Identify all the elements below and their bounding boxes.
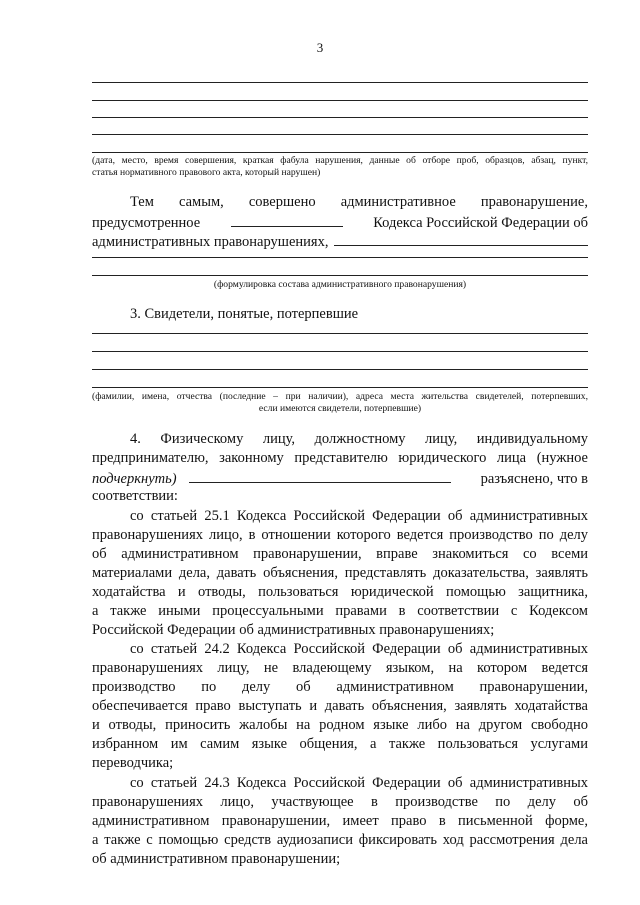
blank-line <box>92 134 588 135</box>
article-part-blank <box>334 231 588 246</box>
p242-line: правонарушениях лицу, не владеющему языком, на котором ведется <box>92 660 588 676</box>
thus-line2-end: Кодекса Российской Федерации об <box>373 215 588 231</box>
thus-line1 <box>130 193 588 212</box>
p242-line: и отводы, приносить жалобы на родном языке либо на другом свободно <box>92 717 588 733</box>
blank-line <box>92 117 588 118</box>
blank-line <box>92 152 588 153</box>
p251-line: со статьей 25.1 Кодекса Российской Федерации об административных <box>130 508 588 524</box>
page-number: 3 <box>316 40 324 55</box>
thus-word: Тем <box>130 194 154 210</box>
p242-line: со статьей 24.2 Кодекса Российской Федерации об административных <box>130 641 588 657</box>
thus-word: административное <box>340 194 456 210</box>
section3-title: 3. Свидетели, понятые, потерпевшие <box>130 306 359 322</box>
section4-line3-end: разъяснено, что в <box>480 471 588 487</box>
thus-line2 <box>92 212 588 233</box>
p243-line: административном правонарушении, имеет право в письменной форме, <box>92 813 588 829</box>
p243-line: со статьей 24.3 Кодекса Российской Федерации об административных <box>130 775 588 791</box>
thus-line2-start: предусмотренное <box>92 215 201 231</box>
thus-word: совершено <box>248 194 316 210</box>
section4-line3 <box>92 468 588 489</box>
p242-line: обеспечивается право выступать и давать объяснения, заявлять ходатайства <box>92 698 588 714</box>
thus-word: правонарушение, <box>480 194 588 210</box>
section4-line4: соответствии: <box>92 488 178 504</box>
p243-line: а также с помощью средств аудиозаписи фиксировать ход рассмотрения дела <box>92 832 588 848</box>
blank-line <box>92 351 588 352</box>
p251-line: а также иными процессуальными правами в соответствии с Кодексом <box>92 603 588 619</box>
composition-caption: (формулировка состава административного правонарушения) <box>213 279 467 290</box>
section4-line2: предпринимателю, законному представителю юридического лица (нужное <box>92 450 588 466</box>
p242-line: избранном им самим языке общения, а также пользоваться услугами <box>92 736 588 752</box>
witness-caption-line1: (фамилии, имена, отчества (последние – при наличии), адреса места жительства свидетелей, потерпевших, <box>92 391 588 402</box>
p243-line: об административном правонарушении; <box>92 851 341 867</box>
blank-line <box>92 333 588 334</box>
p251-line: Российской Федерации об административных правонарушениях; <box>92 622 495 638</box>
blank-line <box>92 369 588 370</box>
thus-word: самым, <box>179 194 224 210</box>
violation-caption-line1: (дата, место, время совершения, краткая фабула нарушения, данные об отборе проб, образцов, абзац, пункт, <box>92 155 588 166</box>
p251-line: ходатайства и отводы, пользоваться юридической помощью защитника, <box>92 584 588 600</box>
article-blank <box>231 212 343 227</box>
blank-line <box>92 387 588 388</box>
section4-underline-note: подчеркнуть) <box>92 471 177 487</box>
blank-line <box>92 82 588 83</box>
thus-line3 <box>92 231 588 252</box>
p242-line: производство по делу об административном правонарушении, <box>92 679 588 695</box>
section4-line1: 4. Физическому лицу, должностному лицу, индивидуальному <box>130 431 588 447</box>
p243-line: правонарушениях лицо, участвующее в производстве по делу об <box>92 794 588 810</box>
p251-line: об административном правонарушении, вправе знакомиться со всеми <box>92 546 588 562</box>
p251-line: правонарушениях лицо, в отношении которого ведется производство по делу <box>92 527 588 543</box>
violation-caption-line2: статья нормативного правового акта, который нарушен) <box>92 167 321 178</box>
blank-line <box>92 100 588 101</box>
person-name-blank <box>189 468 451 483</box>
witness-caption-line2: если имеются свидетели, потерпевшие) <box>258 403 422 414</box>
thus-line3-text: административных правонарушениях, <box>92 234 329 250</box>
blank-line <box>92 257 588 258</box>
p251-line: материалами дела, давать объяснения, представлять доказательства, заявлять <box>92 565 588 581</box>
p242-line: переводчика; <box>92 755 174 771</box>
blank-line <box>92 275 588 276</box>
